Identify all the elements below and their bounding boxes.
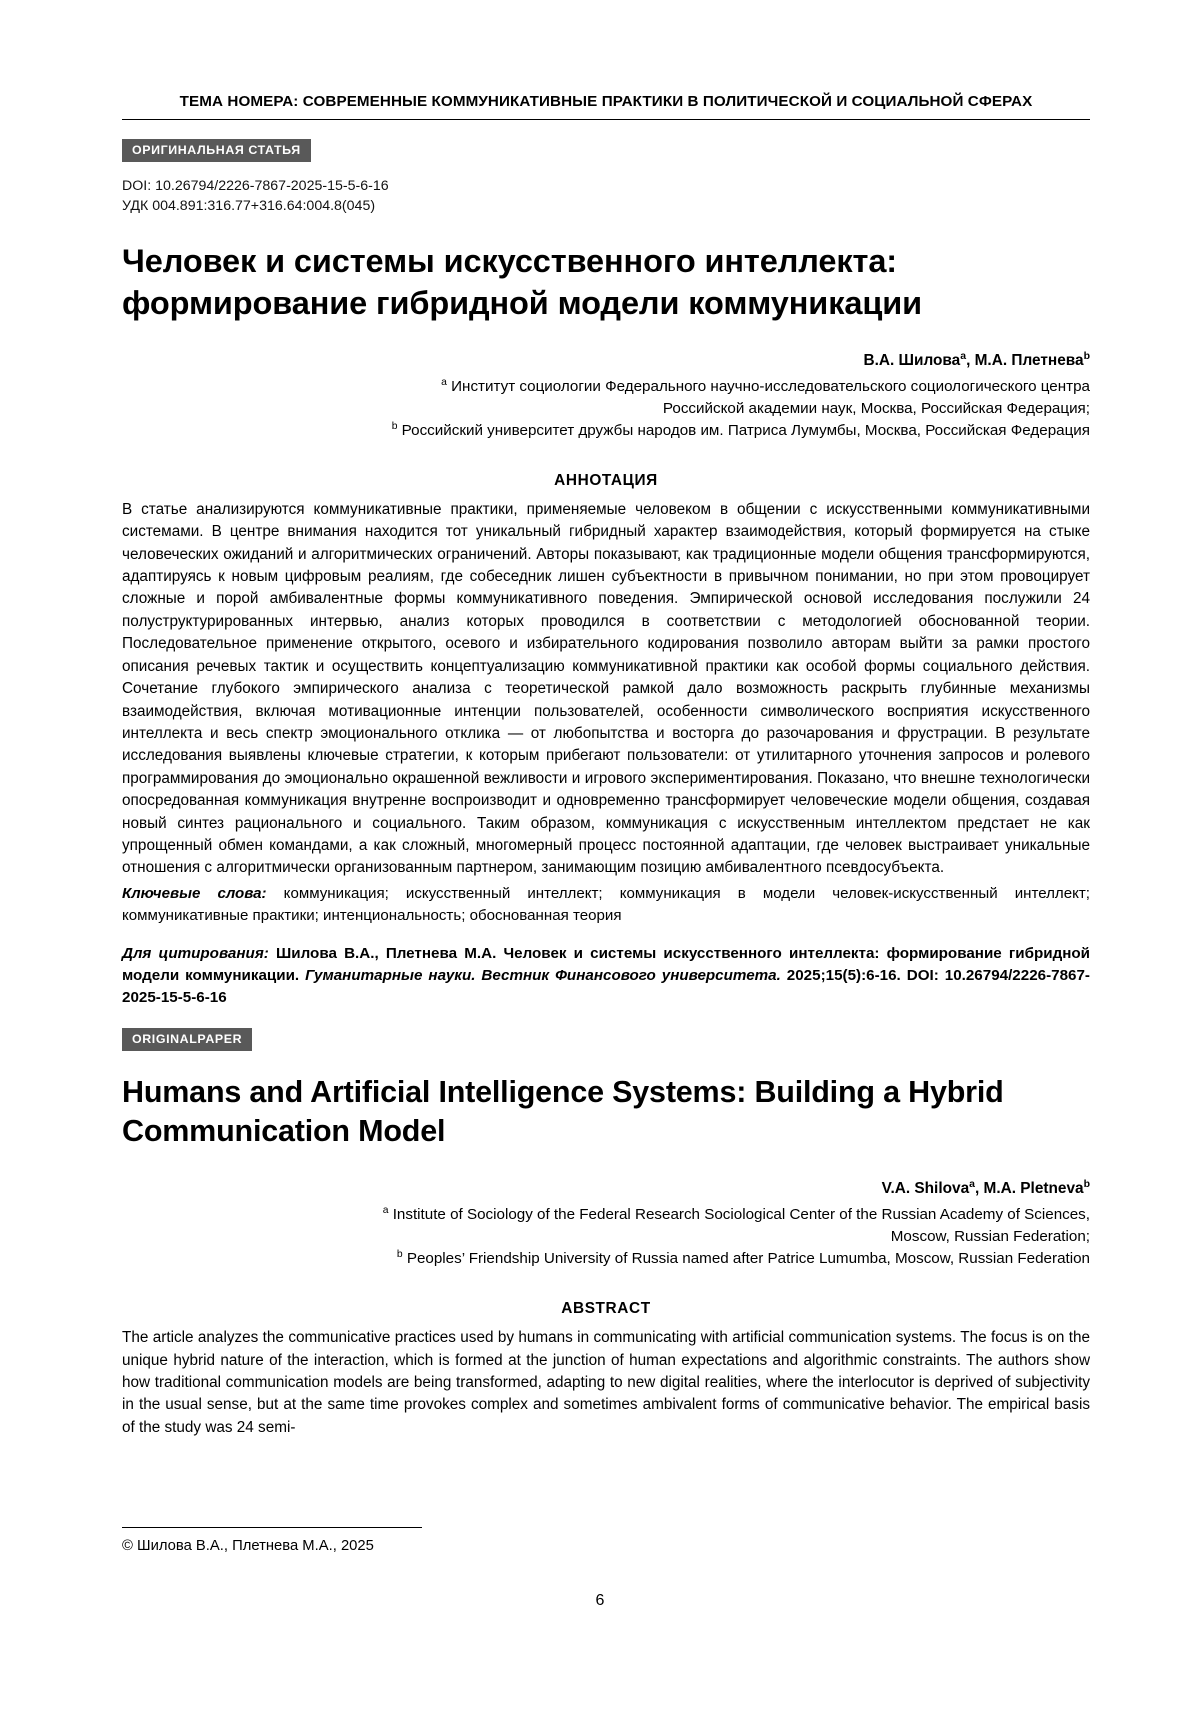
keywords-label-ru: Ключевые слова:	[122, 884, 267, 902]
author-en-1: V.A. Shilova	[881, 1180, 970, 1197]
citation-journal-ru: Гуманитарные науки. Вестник Финансового университета.	[305, 966, 781, 984]
affiliation-en-a-text1: Institute of Sociology of the Federal Research Sociological Center of the Russian Academy of Sciences,	[392, 1206, 1090, 1224]
affiliation-ru-a-line1	[122, 376, 1090, 398]
author-ru-2: , М.А. Плетнева	[966, 351, 1084, 369]
udk-line: УДК 004.891:316.77+316.64:004.8(045)	[122, 198, 376, 215]
affiliations-russian	[122, 376, 1090, 442]
copyright-line: © Шилова В.А., Плетнева М.А., 2025	[122, 1538, 374, 1554]
affil-marker-b: b	[391, 420, 398, 432]
keywords-text-ru: коммуникация; искусственный интеллект; коммуникация в модели человек-искусственный интеллект; коммуникативные практики; интенциональность; обоснованная теория	[122, 884, 1090, 924]
affiliation-ru-a-text1: Институт социологии Федерального научно-исследовательского социологического центра	[451, 377, 1090, 395]
affil-marker-a: a	[960, 350, 967, 362]
article-type-badge-ru: ОРИГИНАЛЬНАЯ СТАТЬЯ	[122, 139, 311, 162]
citation-russian	[122, 943, 1090, 1009]
affiliation-ru-a-line2: Российской академии наук, Москва, Российская Федерация;	[662, 399, 1090, 417]
affil-marker-a: a	[382, 1205, 389, 1216]
affil-marker-b: b	[1083, 1178, 1090, 1190]
running-head: ТЕМА НОМЕРА: СОВРЕМЕННЫЕ КОММУНИКАТИВНЫЕ ПРАКТИКИ В ПОЛИТИЧЕСКОЙ И СОЦИАЛЬНОЙ СФЕРАХ	[179, 93, 1033, 110]
authors-english	[122, 1179, 1090, 1198]
page-content	[122, 0, 1090, 1439]
abstract-english: The article analyzes the communicative practices used by humans in communicating with artificial communication systems. The focus is on the unique hybrid nature of the interaction, which is formed at the junction of human expectations and algorithmic constraints. The authors show how traditional communication models are being transformed, adapting to new digital realities, where the interlocutor is deprived of subjectivity in the usual sense, but at the same time provokes complex and sometimes ambivalent forms of communicative behavior. The empirical basis of the study was 24 semi-	[122, 1329, 1090, 1436]
author-en-2: , M.A. Pletneva	[974, 1180, 1084, 1197]
article-type-badge-en: ORIGINALPAPER	[122, 1028, 252, 1051]
citation-label-ru: Для цитирования:	[122, 944, 269, 962]
abstract-heading-en: ABSTRACT	[561, 1300, 651, 1318]
keywords-russian	[122, 883, 1090, 927]
affiliation-en-b-text: Peoples’ Friendship University of Russia named after Patrice Lumumba, Moscow, Russian Federation	[406, 1250, 1090, 1268]
affiliation-ru-b-line	[122, 420, 1090, 442]
affiliation-en-b-line	[122, 1248, 1090, 1270]
abstract-russian: В статье анализируются коммуникативные практики, применяемые человеком в общении с искусственными коммуникативными системами. В центре внимания находится тот уникальный гибридный характер взаимодействия, который формируется на стыке человеческих ожиданий и алгоритмических ограничений. Авторы показывают, как традиционные модели общения трансформируются, адаптируясь к новым цифровым реалиям, где собеседник лишен субъектности в привычном понимании, но при этом провоцирует сложные и порой амбивалентные формы коммуникативного поведения. Эмпирической основой исследования послужили 24 полуструктурированных интервью, анализ которых проводился в соответствии с методологией обоснованной теории. Последовательное применение открытого, осевого и избирательного кодирования позволило авторам выйти за рамки простого описания речевых тактик и осуществить концептуализацию коммуникативной практики как особой формы социального действия. Сочетание глубокого эмпирического анализа с теоретической рамкой дало возможность раскрыть глубинные механизмы взаимодействия, включая мотивационные интенции пользователей, особенности символического восприятия искусственного интеллекта и весь спектр эмоционального отклика — от любопытства и восторга до разочарования и фрустрации. В результате исследования выявлены ключевые стратегии, к которым прибегают пользователи: от утилитарного уточнения запросов и ролевого программирования до эмоционально окрашенной вежливости и игрового экспериментирования. Показано, что внешне технологически опосредованная коммуникация внутренне воспроизводит и одновременно трансформирует человеческие модели общения, создавая новый синтез рационального и социального. Таким образом, коммуникация с искусственным интеллектом предстает не как упрощенный обмен командами, а как сложный, многомерный процесс постоянной адаптации, где человек выстраивает уникальные отношения с алгоритмически организованным партнером, занимающим позицию амбивалентного псевдосубъекта.	[122, 500, 1090, 877]
citation-text-ru-1: Шилова В.А., Плетнева М.А. Человек и системы искусственного интеллекта: формирование гибридной модели коммуникации.	[122, 944, 1090, 984]
article-identifiers	[122, 176, 1090, 216]
page-number: 6	[595, 1592, 605, 1609]
abstract-heading-ru: АННОТАЦИЯ	[554, 471, 658, 489]
doi-line: DOI: 10.26794/2226-7867-2025-15-5-6-16	[122, 178, 389, 194]
affil-marker-a: a	[969, 1178, 975, 1190]
title-russian: Человек и системы искусственного интеллекта: формирование гибридной модели коммуникации	[122, 243, 922, 321]
authors-russian	[122, 351, 1090, 370]
footnote-divider	[122, 1527, 422, 1528]
affiliations-english	[122, 1204, 1090, 1270]
title-english: Humans and Artificial Intelligence Systems: Building a Hybrid Communication Model	[122, 1074, 1004, 1149]
affil-marker-b: b	[396, 1249, 403, 1261]
affiliation-ru-b-text: Российский университет дружбы народов им. Патриса Лумумбы, Москва, Российская Федерация	[401, 421, 1090, 439]
affiliation-en-a-line1	[122, 1204, 1090, 1226]
author-ru-1: В.А. Шилова	[863, 351, 961, 369]
citation-text-ru-2: 2025;15(5):6-16. DOI: 10.26794/2226-7867-2025-15-5-6-16	[122, 966, 1090, 1006]
affil-marker-a: a	[441, 376, 447, 388]
affil-marker-b: b	[1083, 350, 1090, 362]
header-divider	[122, 119, 1090, 120]
affiliation-en-a-line2: Moscow, Russian Federation;	[890, 1228, 1090, 1246]
